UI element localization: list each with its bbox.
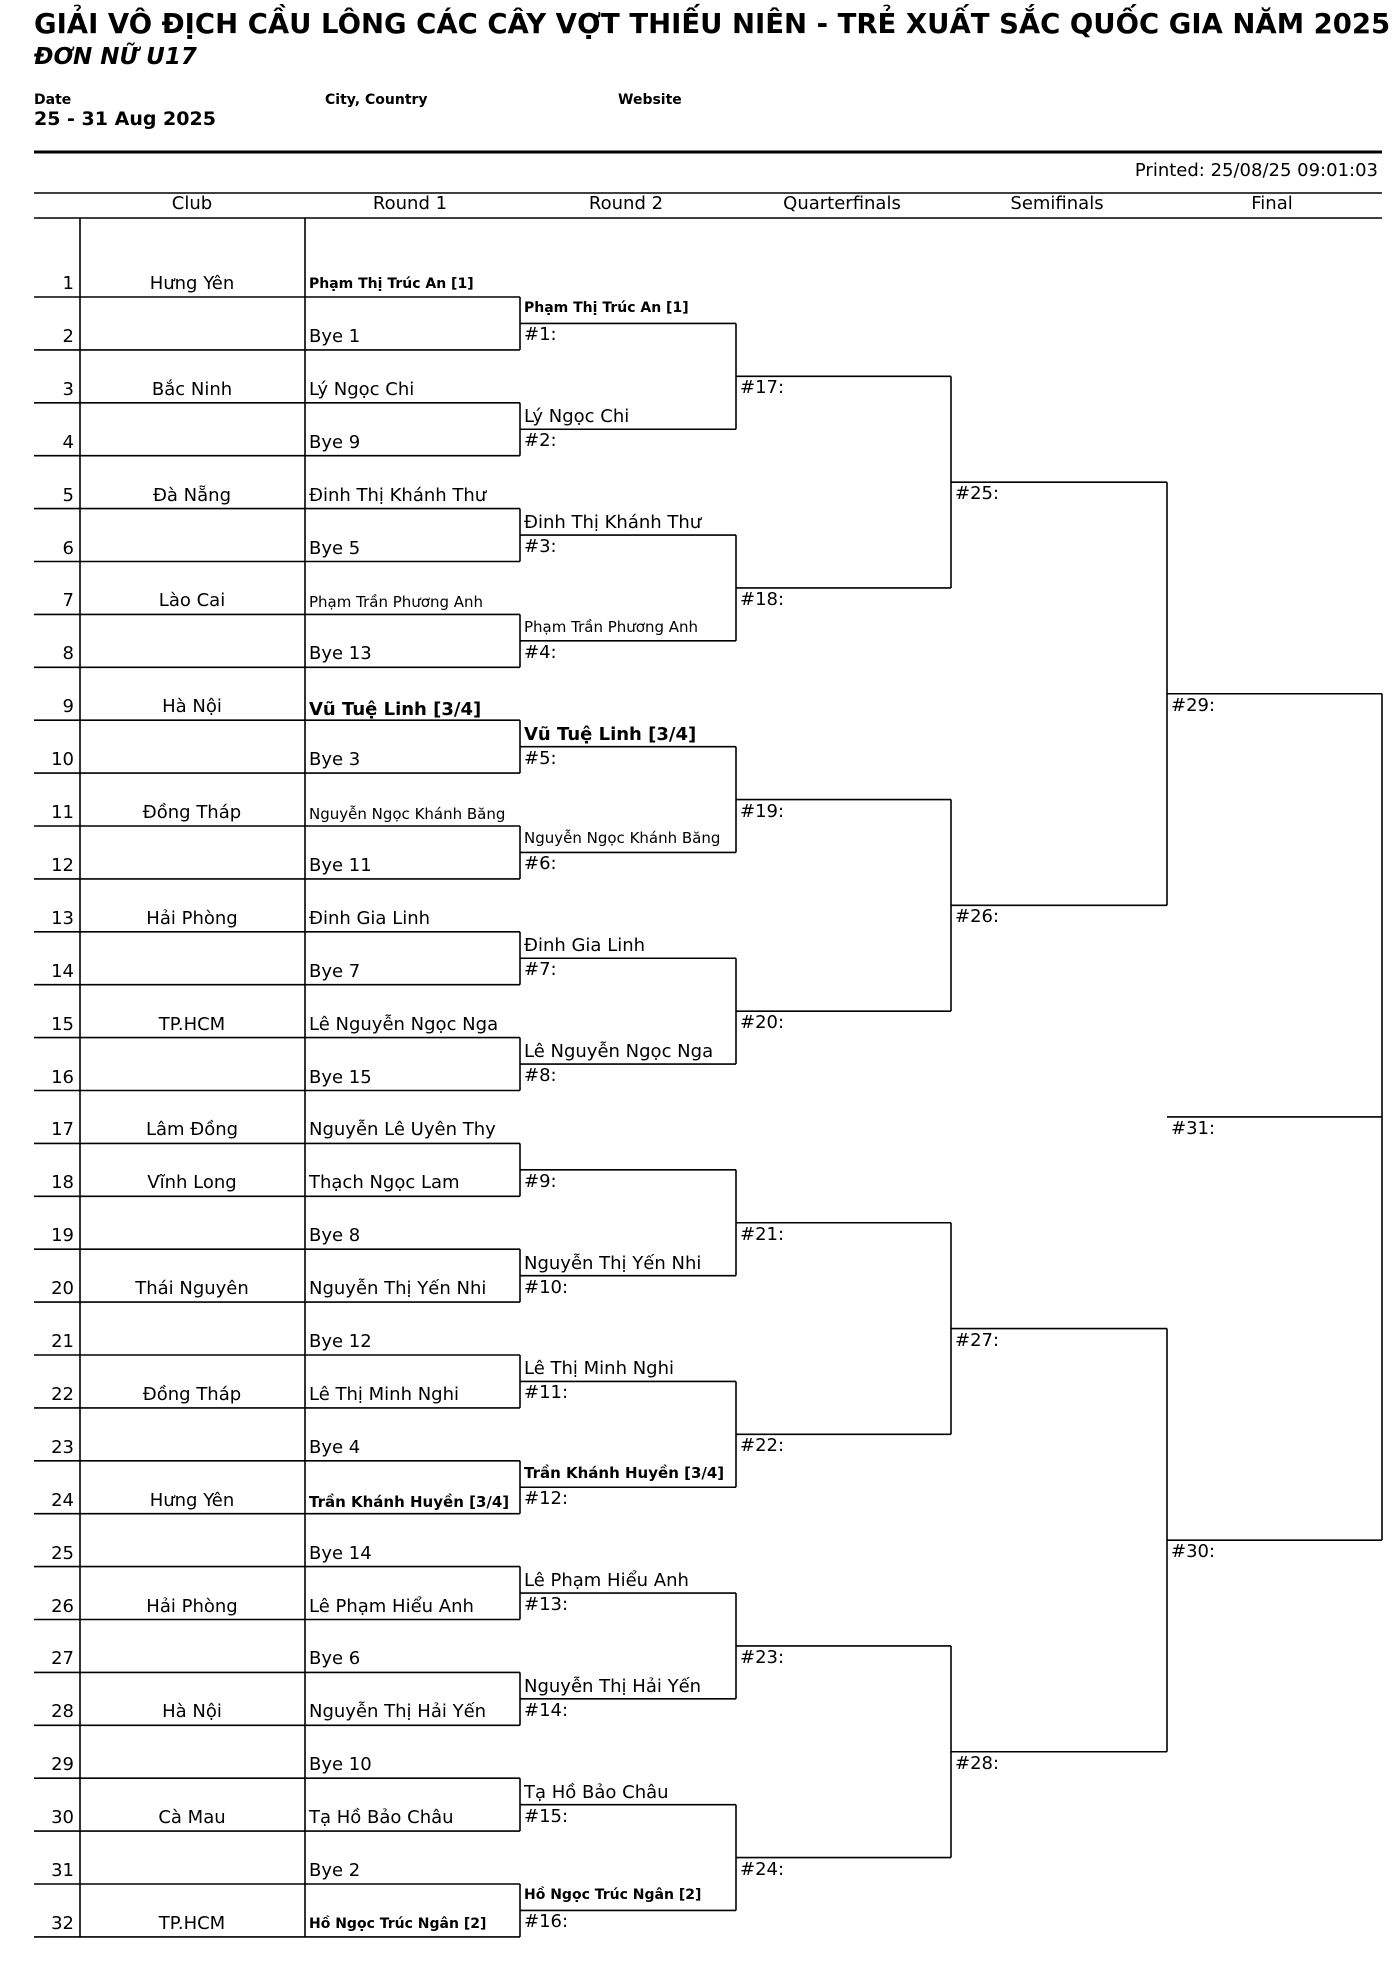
draw-position-number: 28 bbox=[51, 1701, 74, 1723]
date-label: Date bbox=[34, 92, 72, 108]
match-number: #22: bbox=[740, 1435, 785, 1457]
draw-position-number: 11 bbox=[51, 802, 74, 823]
match-number: #8: bbox=[524, 1065, 557, 1087]
draw-position-number: 6 bbox=[62, 537, 74, 559]
match-number: #3: bbox=[524, 536, 557, 558]
entry-club: Thái Nguyên bbox=[135, 1278, 249, 1300]
draw-position-number: 25 bbox=[51, 1542, 74, 1564]
round2-winner: Lê Thị Minh Nghi bbox=[524, 1358, 675, 1380]
draw-position-number: 5 bbox=[62, 484, 74, 506]
match-number: #14: bbox=[524, 1699, 569, 1721]
round2-winner: Phạm Trần Phương Anh bbox=[524, 617, 699, 636]
entry-club: Hải Phòng bbox=[146, 907, 238, 929]
entry-player-name: Bye 10 bbox=[309, 1754, 372, 1776]
draw-position-number: 19 bbox=[51, 1225, 74, 1247]
round2-winner: Hồ Ngọc Trúc Ngân [2] bbox=[524, 1887, 702, 1904]
draw-position-number: 17 bbox=[51, 1119, 74, 1141]
column-header-semifinals: Semifinals bbox=[1010, 193, 1104, 214]
draw-position-number: 30 bbox=[51, 1807, 74, 1829]
entry-player-name: Bye 5 bbox=[309, 537, 361, 559]
match-number: #29: bbox=[1171, 694, 1216, 716]
match-number: #12: bbox=[524, 1488, 569, 1510]
entry-player-name: Vũ Tuệ Linh [3/4] bbox=[309, 699, 482, 721]
match-number: #19: bbox=[740, 800, 785, 822]
match-number: #6: bbox=[524, 853, 557, 875]
entry-player-name: Nguyễn Lê Uyên Thy bbox=[309, 1119, 496, 1141]
entry-club: Đồng Tháp bbox=[142, 802, 242, 823]
round2-winner: Nguyễn Ngọc Khánh Băng bbox=[524, 829, 721, 848]
draw-position-number: 7 bbox=[62, 590, 74, 612]
entry-club: Lào Cai bbox=[158, 590, 226, 612]
match-number: #30: bbox=[1171, 1541, 1216, 1563]
draw-position-number: 31 bbox=[51, 1860, 74, 1881]
match-number: #5: bbox=[524, 747, 557, 769]
entry-club: Vĩnh Long bbox=[147, 1172, 237, 1194]
round2-winner: Phạm Thị Trúc An [1] bbox=[524, 300, 689, 317]
entry-player-name: Hồ Ngọc Trúc Ngân [2] bbox=[309, 1915, 487, 1932]
entry-player-name: Nguyễn Thị Yến Nhi bbox=[309, 1278, 487, 1300]
draw-position-number: 27 bbox=[51, 1648, 74, 1670]
entry-player-name: Đinh Thị Khánh Thư bbox=[309, 484, 487, 506]
round2-winner: Đinh Thị Khánh Thư bbox=[524, 512, 702, 534]
match-number: #11: bbox=[524, 1382, 569, 1404]
entry-club: Cà Mau bbox=[158, 1807, 226, 1829]
match-number: #15: bbox=[524, 1805, 569, 1827]
entry-player-name: Lê Nguyễn Ngọc Nga bbox=[309, 1013, 499, 1035]
entry-club: Đà Nẵng bbox=[152, 484, 232, 506]
entry-player-name: Bye 8 bbox=[309, 1225, 361, 1247]
column-header-round-1: Round 1 bbox=[372, 193, 448, 214]
entry-player-name: Bye 7 bbox=[309, 960, 361, 982]
entry-player-name: Lê Phạm Hiểu Anh bbox=[309, 1595, 474, 1617]
match-number: #4: bbox=[524, 641, 557, 663]
draw-position-number: 32 bbox=[51, 1912, 74, 1934]
round2-winner: Trần Khánh Huyền [3/4] bbox=[524, 1464, 725, 1483]
match-number: #24: bbox=[740, 1858, 785, 1880]
draw-position-number: 15 bbox=[51, 1013, 74, 1035]
entry-club: TP.HCM bbox=[158, 1013, 226, 1035]
entry-club: Đồng Tháp bbox=[142, 1383, 242, 1405]
entry-club: Hà Nội bbox=[162, 1701, 222, 1723]
draw-position-number: 2 bbox=[62, 325, 74, 347]
draw-position-number: 23 bbox=[51, 1436, 74, 1458]
printed-timestamp: Printed: 25/08/25 09:01:03 bbox=[1134, 160, 1378, 181]
entry-player-name: Phạm Trần Phương Anh bbox=[309, 593, 484, 612]
round2-winner: Nguyễn Thị Hải Yến bbox=[524, 1675, 702, 1697]
round2-winner: Đinh Gia Linh bbox=[524, 935, 646, 957]
match-number: #21: bbox=[740, 1223, 785, 1245]
draw-position-number: 14 bbox=[51, 960, 74, 982]
website-label: Website bbox=[618, 92, 682, 108]
draw-position-number: 18 bbox=[51, 1172, 74, 1194]
draw-position-number: 26 bbox=[51, 1595, 74, 1617]
entry-player-name: Nguyễn Ngọc Khánh Băng bbox=[309, 805, 506, 823]
entry-player-name: Bye 4 bbox=[309, 1436, 361, 1458]
entry-player-name: Tạ Hồ Bảo Châu bbox=[309, 1807, 454, 1829]
match-number: #7: bbox=[524, 959, 557, 981]
draw-position-number: 21 bbox=[51, 1331, 74, 1352]
match-number: #27: bbox=[955, 1329, 1000, 1351]
entry-player-name: Lý Ngọc Chi bbox=[309, 378, 415, 400]
entry-player-name: Đinh Gia Linh bbox=[309, 907, 431, 929]
match-number: #1: bbox=[524, 324, 557, 346]
round2-winner: Tạ Hồ Bảo Châu bbox=[524, 1781, 669, 1803]
entry-player-name: Bye 3 bbox=[309, 749, 361, 771]
draw-position-number: 1 bbox=[62, 273, 74, 294]
entry-club: Bắc Ninh bbox=[151, 378, 233, 400]
entry-club: TP.HCM bbox=[158, 1912, 226, 1934]
match-number: #28: bbox=[955, 1752, 1000, 1774]
draw-position-number: 13 bbox=[51, 907, 74, 929]
entry-player-name: Bye 14 bbox=[309, 1542, 372, 1564]
match-number: #13: bbox=[524, 1594, 569, 1616]
round2-winner: Vũ Tuệ Linh [3/4] bbox=[524, 723, 697, 745]
round2-winner: Nguyễn Thị Yến Nhi bbox=[524, 1252, 702, 1274]
match-number: #17: bbox=[740, 377, 785, 399]
draw-position-number: 8 bbox=[62, 643, 74, 665]
column-header-round-2: Round 2 bbox=[588, 193, 664, 214]
match-number: #2: bbox=[524, 430, 557, 452]
draw-position-number: 4 bbox=[62, 431, 74, 453]
draw-position-number: 10 bbox=[51, 749, 74, 771]
entry-player-name: Nguyễn Thị Hải Yến bbox=[309, 1701, 487, 1723]
entry-club: Hưng Yên bbox=[149, 273, 235, 294]
match-number: #25: bbox=[955, 483, 1000, 505]
entry-player-name: Bye 12 bbox=[309, 1331, 372, 1352]
draw-position-number: 3 bbox=[62, 378, 74, 400]
entry-player-name: Lê Thị Minh Nghi bbox=[309, 1383, 460, 1405]
entry-club: Hà Nội bbox=[162, 696, 222, 718]
match-number: #18: bbox=[740, 588, 785, 610]
draw-position-number: 16 bbox=[51, 1066, 74, 1088]
entry-player-name: Bye 1 bbox=[309, 325, 361, 347]
draw-position-number: 29 bbox=[51, 1754, 74, 1776]
column-header-quarterfinals: Quarterfinals bbox=[783, 193, 901, 214]
entry-player-name: Bye 9 bbox=[309, 431, 361, 453]
entry-player-name: Trần Khánh Huyền [3/4] bbox=[309, 1492, 510, 1511]
match-number: #16: bbox=[524, 1911, 569, 1933]
draw-position-number: 12 bbox=[51, 854, 74, 876]
round2-winner: Lý Ngọc Chi bbox=[524, 406, 630, 428]
round2-winner: Lê Nguyễn Ngọc Nga bbox=[524, 1041, 714, 1063]
match-number: #20: bbox=[740, 1012, 785, 1034]
entry-player-name: Phạm Thị Trúc An [1] bbox=[309, 276, 474, 292]
entry-club: Lâm Đồng bbox=[145, 1119, 239, 1141]
entry-player-name: Bye 2 bbox=[309, 1860, 361, 1881]
entry-player-name: Bye 11 bbox=[309, 854, 372, 876]
match-number: #10: bbox=[524, 1276, 569, 1298]
event-subtitle: ĐƠN NỮ U17 bbox=[34, 44, 197, 70]
column-header-final: Final bbox=[1251, 193, 1293, 214]
draw-position-number: 9 bbox=[62, 696, 74, 718]
match-number: #31: bbox=[1171, 1117, 1216, 1139]
draw-position-number: 24 bbox=[51, 1489, 74, 1511]
entry-player-name: Bye 6 bbox=[309, 1648, 361, 1670]
entry-player-name: Thạch Ngọc Lam bbox=[309, 1172, 460, 1194]
round2-winner: Lê Phạm Hiểu Anh bbox=[524, 1570, 689, 1592]
entry-player-name: Bye 13 bbox=[309, 643, 372, 665]
draw-position-number: 22 bbox=[51, 1383, 74, 1405]
date-value: 25 - 31 Aug 2025 bbox=[34, 108, 216, 130]
match-number: #9: bbox=[524, 1170, 557, 1192]
draw-position-number: 20 bbox=[51, 1278, 74, 1300]
entry-player-name: Bye 15 bbox=[309, 1066, 372, 1088]
entry-club: Hưng Yên bbox=[149, 1489, 235, 1511]
column-header-club: Club bbox=[171, 193, 213, 214]
match-number: #26: bbox=[955, 906, 1000, 928]
entry-club: Hải Phòng bbox=[146, 1595, 238, 1617]
city-label: City, Country bbox=[325, 92, 428, 108]
page-title: GIẢI VÔ ĐỊCH CẦU LÔNG CÁC CÂY VỢT THIẾU NIÊN - TRẺ XUẤT SẮC QUỐC GIA NĂM 2025 bbox=[34, 8, 1391, 40]
match-number: #23: bbox=[740, 1646, 785, 1668]
